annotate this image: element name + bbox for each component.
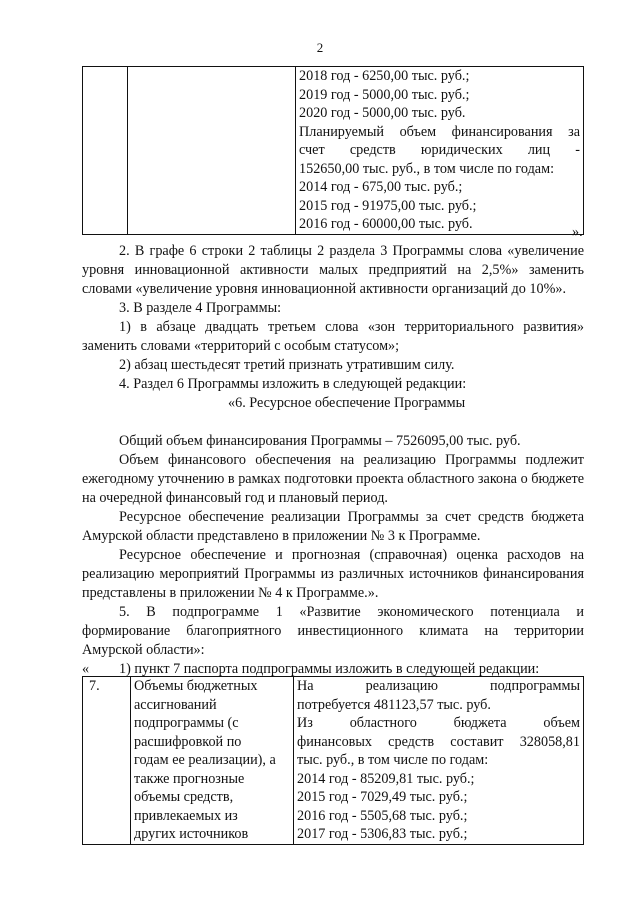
table-line: 2015 год - 91975,00 тыс. руб.; xyxy=(299,197,477,214)
value-line: финансовых средств составит 328058,81 xyxy=(297,733,580,750)
paragraph: Общий объем финансирования Программы – 7526095,00 тыс. руб. xyxy=(119,433,521,449)
value-line: На реализацию подпрограммы xyxy=(297,678,580,694)
table-line: 2020 год - 5000,00 тыс. руб. xyxy=(299,105,466,121)
label-line: годам ее реализации), а xyxy=(134,752,276,768)
label-line: также прогнозные xyxy=(134,770,245,787)
table-line: 2014 год - 675,00 тыс. руб.; xyxy=(299,179,463,195)
value-line: 2016 год - 5505,68 тыс. руб.; xyxy=(297,807,468,824)
label-line: объемы средств, xyxy=(134,789,234,805)
paragraph: Ресурсное обеспечение реализации Программы за счет средств бюджета Амурской области представлено в приложении № 3 к Программе. xyxy=(82,509,584,544)
value-line: 2015 год - 7029,49 тыс. руб.; xyxy=(297,789,468,805)
row-number: 7. xyxy=(89,678,100,694)
document-body xyxy=(82,242,584,679)
paragraph: 1) пункт 7 паспорта подпрограммы изложить в следующей редакции: xyxy=(119,661,540,677)
table-cell-values xyxy=(296,67,584,235)
table-line: 2016 год - 60000,00 тыс. руб. xyxy=(299,216,473,232)
value-line: тыс. руб., в том числе по годам: xyxy=(297,752,489,768)
subprogram-passport-table xyxy=(82,676,584,845)
paragraph: 4. Раздел 6 Программы изложить в следующей редакции: xyxy=(119,376,467,392)
label-line: ассигнований xyxy=(134,696,217,713)
value-line: 2014 год - 85209,81 тыс. руб.; xyxy=(297,770,475,787)
page-number: 2 xyxy=(316,40,324,55)
table-cell-number xyxy=(83,677,131,845)
financing-table-continued xyxy=(82,66,584,235)
table-line: 2018 год - 6250,00 тыс. руб.; xyxy=(299,68,470,84)
opening-quote: « xyxy=(82,661,90,677)
label-line: подпрограммы (с xyxy=(134,715,239,731)
table-cell-label xyxy=(131,677,294,845)
table-line: 152650,00 тыс. руб., в том числе по годам: xyxy=(299,160,555,177)
label-line: расшифровкой по xyxy=(134,733,242,750)
value-line: потребуется 481123,57 тыс. руб. xyxy=(297,696,491,713)
paragraph: 2) абзац шестьдесят третий признать утратившим силу. xyxy=(119,357,455,373)
label-line: других источников xyxy=(134,826,249,842)
paragraph: Ресурсное обеспечение и прогнозная (справочная) оценка расходов на реализацию мероприятий Программы из различных источников финансирования представлены в приложении № 4 к Программе.». xyxy=(82,547,584,601)
table-cell-label xyxy=(128,67,296,235)
paragraph: 5. В подпрограмме 1 «Развитие экономического потенциала и формирование благоприятного инвестиционного климата на территории Амурской области»: xyxy=(82,604,584,658)
value-line: Из областного бюджета объем xyxy=(297,715,580,731)
table-cell-values xyxy=(294,677,584,845)
value-line: 2017 год - 5306,83 тыс. руб.; xyxy=(297,826,468,842)
table-line: Планируемый объем финансирования за xyxy=(299,123,580,140)
label-line: привлекаемых из xyxy=(134,807,238,824)
closing-quote: ». xyxy=(572,224,583,240)
section-heading: «6. Ресурсное обеспечение Программы xyxy=(228,395,466,411)
paragraph: 1) в абзаце двадцать третьем слова «зон территориального развития» заменить словами «территорий с особым статусом»; xyxy=(82,319,584,354)
table-line: 2019 год - 5000,00 тыс. руб.; xyxy=(299,86,470,103)
label-line: Объемы бюджетных xyxy=(134,678,258,694)
table-cell-number xyxy=(83,67,128,235)
paragraph: 2. В графе 6 строки 2 таблицы 2 раздела 3 Программы слова «увеличение уровня инновационной активности малых предприятий на 2,5%» заменить словами «увеличение уровня инновационной активности организаций до 10%». xyxy=(82,243,584,297)
paragraph: 3. В разделе 4 Программы: xyxy=(119,300,282,316)
table-line: счет средств юридических лиц - xyxy=(299,142,580,158)
paragraph: Объем финансового обеспечения на реализацию Программы подлежит ежегодному уточнению в рамках подготовки проекта областного закона о бюджете на очередной финансовый год и плановый период. xyxy=(82,452,584,506)
